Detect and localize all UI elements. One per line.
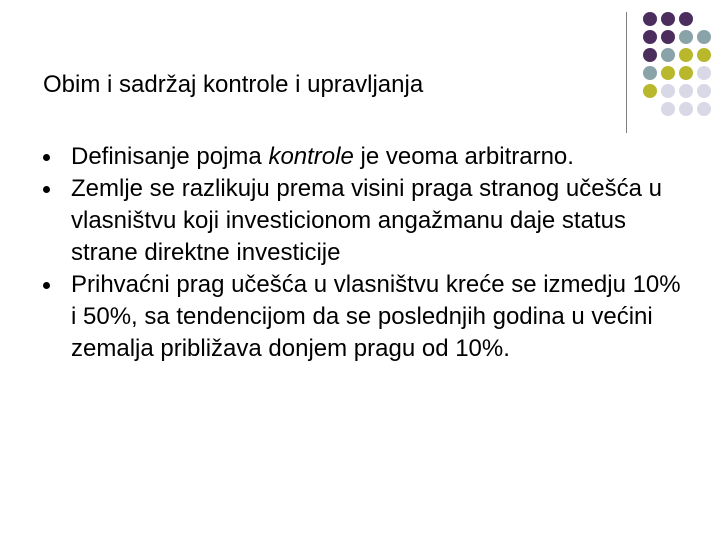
decor-dot — [661, 66, 675, 80]
decor-dot — [661, 84, 675, 98]
bullet-text: Prihvaćni prag učešća u vlasništvu kreće se izmedju 10% i 50%, sa tendencijom da se poslednjih godina u većini zemalja približava donjem pragu od 10%. — [71, 271, 681, 362]
bullet-text: Definisanje pojma kontrole je veoma arbitrarno. — [71, 143, 574, 170]
decor-dot — [679, 30, 693, 44]
decor-dot — [697, 84, 711, 98]
decor-dot — [679, 84, 693, 98]
decor-dot — [697, 48, 711, 62]
decor-dot — [643, 84, 657, 98]
decor-dot — [679, 48, 693, 62]
bullet-icon — [43, 154, 50, 161]
decor-dot — [697, 66, 711, 80]
decor-dot — [661, 30, 675, 44]
decor-dot — [643, 66, 657, 80]
bullet-text: Zemlje se razlikuju prema visini praga stranog učešća u vlasništvu koji investicionom angažmanu daje status strane direktne investicije — [71, 175, 662, 266]
slide-title: Obim i sadržaj kontrole i upravljanja — [43, 71, 424, 98]
bullet-icon — [43, 186, 50, 193]
bullet-item — [43, 173, 683, 269]
decor-dot — [661, 48, 675, 62]
bullet-item — [43, 269, 683, 365]
divider-line — [626, 12, 627, 133]
dot-grid-decoration — [0, 0, 720, 140]
decor-dot — [697, 102, 711, 116]
bullet-list — [43, 141, 683, 365]
decor-dot — [643, 30, 657, 44]
decor-dot — [643, 48, 657, 62]
decor-dot — [679, 12, 693, 26]
decor-dot — [697, 30, 711, 44]
decor-dot — [643, 12, 657, 26]
emphasized-term: kontrole — [268, 143, 354, 170]
bullet-item — [43, 141, 683, 173]
decor-dot — [679, 66, 693, 80]
decor-dot — [661, 102, 675, 116]
decor-dot — [661, 12, 675, 26]
bullet-icon — [43, 282, 50, 289]
decor-dot — [679, 102, 693, 116]
